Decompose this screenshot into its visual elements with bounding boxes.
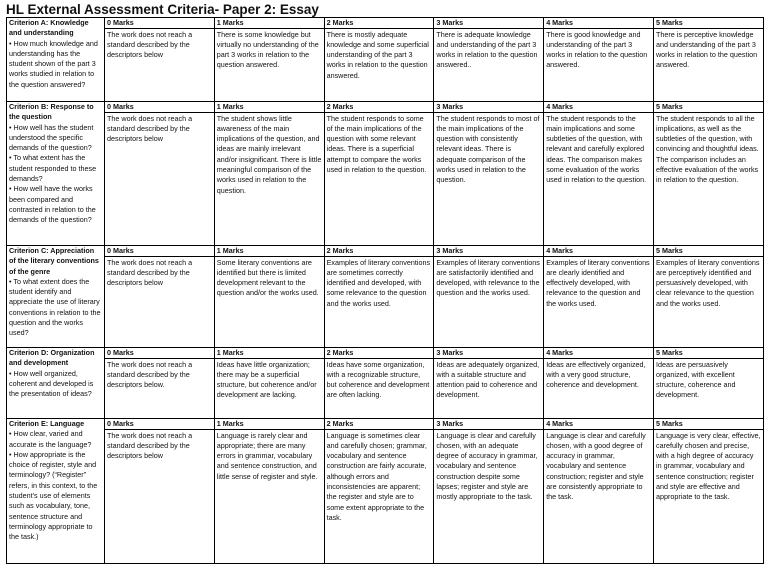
level-cell — [434, 348, 544, 419]
level-cell — [434, 18, 544, 102]
marks-header: 0 Marks — [105, 102, 214, 113]
level-cell — [653, 102, 763, 246]
level-cell — [105, 18, 215, 102]
level-cell — [544, 419, 654, 564]
criterion-row — [7, 18, 764, 102]
level-cell — [324, 246, 434, 348]
marks-header: 2 Marks — [325, 348, 434, 359]
level-cell — [324, 419, 434, 564]
level-descriptor: The work does not reach a standard described by the descriptors below — [107, 257, 193, 288]
level-descriptor: The student responds to all the implications, as well as the subtleties of the question, with convincing and thoughtful ideas. The comparison includes an effective evaluation of the works in relation to the question. — [655, 113, 759, 185]
rubric-table — [6, 17, 764, 564]
marks-header: 1 Marks — [215, 246, 324, 257]
level-cell — [214, 102, 324, 246]
criterion-question: • How clear, varied and accurate is the language? — [9, 429, 92, 449]
level-cell — [434, 102, 544, 246]
level-descriptor: There is adequate knowledge and understanding of the part 3 works in relation to the question answered.. — [436, 29, 538, 70]
level-descriptor: There is mostly adequate knowledge and some superficial understanding of the part 3 works in relation to the question answered. — [326, 29, 429, 80]
criterion-row — [7, 246, 764, 348]
level-cell — [214, 246, 324, 348]
level-cell — [324, 102, 434, 246]
level-cell — [105, 348, 215, 419]
level-cell — [653, 246, 763, 348]
rubric-body — [7, 18, 764, 564]
level-cell — [105, 246, 215, 348]
marks-header: 3 Marks — [434, 102, 543, 113]
level-cell — [544, 246, 654, 348]
marks-header: 5 Marks — [654, 246, 763, 257]
level-descriptor: The student responds to the main implications and some subtleties of the question, with relevant and carefully explored ideas. The comparison makes some evaluation of the works used in relation to the question. — [546, 113, 647, 185]
marks-header: 2 Marks — [325, 102, 434, 113]
level-descriptor: There is some knowledge but virtually no understanding of the part 3 works in relation to the question answered. — [216, 29, 319, 70]
criterion-question: • How much knowledge and understanding has the student shown of the part 3 works studied in relation to the question answered? — [9, 38, 98, 89]
marks-header: 5 Marks — [654, 102, 763, 113]
criterion-row — [7, 419, 764, 564]
criterion-question: • How well organized, coherent and developed is the presentation of ideas? — [9, 368, 94, 399]
level-descriptor: Language is very clear, effective, carefully chosen and precise, with a high degree of accuracy in grammar, vocabulary and sentence construction; register and style are effective and appropriate to the task. — [655, 430, 761, 502]
marks-header: 4 Marks — [544, 246, 653, 257]
criterion-cell — [7, 246, 105, 348]
level-descriptor: There is good knowledge and understanding of the part 3 works in relation to the question answered. — [546, 29, 648, 70]
criterion-question: • To what extent does the student identify and appreciate the use of literary conventions in relation to the question and the works used? — [9, 276, 101, 338]
criterion-cell — [7, 102, 105, 246]
level-cell — [544, 18, 654, 102]
level-cell — [214, 348, 324, 419]
criterion-row — [7, 102, 764, 246]
marks-header: 4 Marks — [544, 348, 653, 359]
level-descriptor: Examples of literary conventions are clearly identified and effectively developed, with relevance to the question and the works used. — [546, 257, 650, 308]
criterion-cell — [7, 18, 105, 102]
level-descriptor: Language is rarely clear and appropriate; there are many errors in grammar, vocabulary and sentence construction, and little sense of register and style. — [216, 430, 318, 481]
level-descriptor: The student responds to most of the main implications of the question with consistently relevant ideas. There is adequate comparison of the works used in relation to the question. — [436, 113, 540, 185]
level-cell — [105, 419, 215, 564]
marks-header: 4 Marks — [544, 102, 653, 113]
level-cell — [105, 102, 215, 246]
level-descriptor: Ideas are persuasively organized, with excellent structure, coherence and development. — [655, 359, 736, 400]
criterion-heading: Criterion D: Organization and development — [9, 348, 95, 368]
level-cell — [214, 18, 324, 102]
criterion-heading: Criterion E: Language — [9, 419, 85, 428]
level-descriptor: The student shows little awareness of the main implications of the question, and ideas are mainly irrelevant and/or insignificant. There is little meaningful comparison of the works used in relation to the question. — [216, 113, 322, 195]
marks-header: 2 Marks — [325, 246, 434, 257]
criterion-question: • How well has the student understood the specific demands of the question? — [9, 122, 94, 153]
marks-header: 5 Marks — [654, 18, 763, 29]
level-cell — [214, 419, 324, 564]
level-descriptor: Ideas have some organization, with a recognizable structure, but coherence and development are often lacking. — [326, 359, 430, 400]
level-cell — [434, 246, 544, 348]
marks-header: 0 Marks — [105, 18, 214, 29]
marks-header: 4 Marks — [544, 419, 653, 430]
level-cell — [434, 419, 544, 564]
criterion-heading: Criterion A: Knowledge and understanding — [9, 18, 89, 38]
marks-header: 0 Marks — [105, 246, 214, 257]
level-descriptor: The work does not reach a standard described by the descriptors below — [107, 113, 193, 144]
criterion-heading: Criterion B: Response to the question — [9, 102, 94, 122]
marks-header: 2 Marks — [325, 419, 434, 430]
marks-header: 5 Marks — [654, 419, 763, 430]
level-descriptor: Language is clear and carefully chosen, with an adequate degree of accuracy in grammar, vocabulary and sentence construction despite some lapses; register and style are mostly appropriate to the task. — [436, 430, 538, 502]
level-descriptor: Examples of literary conventions are satisfactorily identified and developed, with relevance to the question and the works used. — [436, 257, 540, 298]
marks-header: 3 Marks — [434, 246, 543, 257]
criterion-heading: Criterion C: Appreciation of the literary conventions of the genre — [9, 246, 99, 276]
level-descriptor: Ideas are adequately organized, with a suitable structure and attention paid to coherence and development. — [436, 359, 540, 400]
level-cell — [653, 419, 763, 564]
marks-header: 1 Marks — [215, 348, 324, 359]
marks-header: 2 Marks — [325, 18, 434, 29]
marks-header: 1 Marks — [215, 419, 324, 430]
marks-header: 4 Marks — [544, 18, 653, 29]
level-cell — [324, 348, 434, 419]
marks-header: 3 Marks — [434, 18, 543, 29]
marks-header: 0 Marks — [105, 348, 214, 359]
marks-header: 3 Marks — [434, 419, 543, 430]
level-descriptor: The work does not reach a standard described by the descriptors below — [107, 29, 193, 60]
level-descriptor: Ideas are effectively organized, with a very good structure, coherence and development. — [546, 359, 646, 390]
level-descriptor: Examples of literary conventions are perceptively identified and persuasively developed, with clear relevance to the question and the works used. — [655, 257, 760, 308]
level-descriptor: There is perceptive knowledge and understanding of the part 3 works in relation to the question answered. — [655, 29, 758, 70]
criterion-question: • How well have the works been compared and contrasted in relation to the demands of the question? — [9, 184, 96, 225]
marks-header: 5 Marks — [654, 348, 763, 359]
marks-header: 0 Marks — [105, 419, 214, 430]
criterion-question: • How appropriate is the choice of register, style and terminology? (“Register” refers, in this context, to the student’s use of elements such as vocabulary, tone, sentence structure and terminology appropriate to the task.) — [9, 449, 98, 542]
level-descriptor: The work does not reach a standard described by the descriptors below. — [107, 359, 193, 390]
criterion-cell — [7, 419, 105, 564]
level-descriptor: Language is clear and carefully chosen, with a good degree of accuracy in grammar, vocabulary and sentence construction; register and style are consistently appropriate to the task. — [546, 430, 646, 502]
level-descriptor: The work does not reach a standard described by the descriptors below — [107, 430, 193, 461]
page-title: HL External Assessment Criteria- Paper 2: Essay — [6, 2, 319, 17]
level-descriptor: Ideas have little organization; there may be a superficial structure, but coherence and/or development are lacking. — [216, 359, 317, 400]
marks-header: 1 Marks — [215, 102, 324, 113]
level-cell — [653, 348, 763, 419]
criterion-cell — [7, 348, 105, 419]
criterion-row — [7, 348, 764, 419]
marks-header: 3 Marks — [434, 348, 543, 359]
criterion-question: • To what extent has the student responded to these demands? — [9, 153, 97, 184]
level-descriptor: Language is sometimes clear and carefully chosen; grammar, vocabulary and sentence construction are fairly accurate, although errors and inconsistencies are apparent; the register and style are to some extent appropriate to the task. — [326, 430, 427, 522]
level-descriptor: The student responds to some of the main implications of the question with some relevant ideas. There is a superficial attempt to compare the works used in relation to the question. — [326, 113, 427, 174]
level-descriptor: Examples of literary conventions are sometimes correctly identified and developed, with some relevance to the question and the works used. — [326, 257, 431, 308]
level-cell — [544, 102, 654, 246]
level-cell — [544, 348, 654, 419]
level-cell — [324, 18, 434, 102]
level-cell — [653, 18, 763, 102]
marks-header: 1 Marks — [215, 18, 324, 29]
level-descriptor: Some literary conventions are identified but there is limited development relevant to the question and/or the works used. — [216, 257, 319, 298]
